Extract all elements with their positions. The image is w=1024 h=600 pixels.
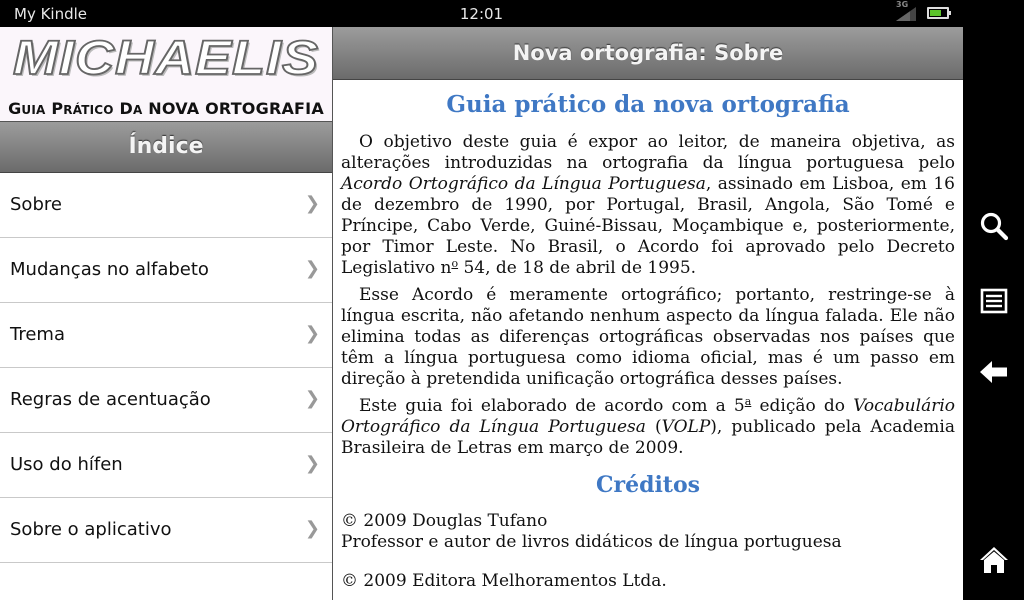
logo [0, 27, 332, 121]
content-header [333, 27, 963, 80]
search-icon[interactable] [978, 210, 1010, 242]
back-icon[interactable] [978, 356, 1010, 388]
chevron-right-icon: ❯ [304, 453, 320, 474]
index-item-uso-do-hifen[interactable] [0, 433, 332, 498]
clock: 12:01 [459, 5, 504, 23]
index-header [0, 121, 332, 173]
index-item-label: Mudanças no alfabeto [10, 259, 209, 280]
index-list [0, 173, 332, 563]
battery-level [930, 10, 941, 16]
credit-author: © 2009 Douglas Tufano [341, 511, 548, 531]
paragraph-sources: Este guia foi elaborado de acordo com a 5$^a$ edição do Vocabulário Ortográfico da Língua Portuguesa (VOLP), publicado pela Academia Brasileira de Letras em março de 2009. [341, 395, 955, 458]
index-item-sobre[interactable] [0, 173, 332, 238]
chevron-right-icon: ❯ [304, 323, 320, 344]
index-item-regras-de-acentuacao[interactable] [0, 368, 332, 433]
index-item-label: Trema [10, 324, 65, 345]
content-header-title: Nova ortografia: Sobre [512, 41, 784, 65]
index-item-label: Uso do hífen [10, 454, 123, 475]
app-title: My Kindle [14, 5, 88, 23]
chevron-right-icon: ❯ [304, 518, 320, 539]
credits-title: Créditos [595, 472, 701, 498]
chevron-right-icon: ❯ [304, 258, 320, 279]
index-item-label: Regras de acentuação [10, 389, 211, 410]
index-item-mudancas-no-alfabeto[interactable] [0, 238, 332, 303]
index-item-trema[interactable] [0, 303, 332, 368]
chevron-right-icon: ❯ [304, 388, 320, 409]
article-title: Guia prático da nova ortografia [446, 91, 850, 118]
index-item-label: Sobre [10, 194, 62, 215]
home-icon[interactable] [978, 544, 1010, 576]
signal-icon [896, 7, 916, 21]
article [341, 90, 955, 592]
network-type: 3G [896, 0, 909, 9]
paragraph-objective: O objetivo deste guia é expor ao leitor, de maneira objetiva, as alterações introduzidas na ortografia da língua portuguesa pelo Acordo Ortográfico da Língua Portuguesa, assinado em Lisboa, em 16 de dezembro de 1990, por Portugal, Brasil, Angola, São Tomé e Príncipe, Cabo Verde, Guiné-Bissau, Moçambique e, posteriormente, por Timor Leste. No Brasil, o Acordo foi aprovado pelo Decreto Legislativo $n^o$ 54, de 18 de abril de 1995. [341, 132, 956, 278]
credit-author-role: Professor e autor de livros didáticos de língua portuguesa [341, 532, 842, 552]
credit-publisher: © 2009 Editora Melhoramentos Ltda. [341, 571, 667, 591]
status-bar [0, 0, 963, 27]
index-item-sobre-o-aplicativo[interactable] [0, 498, 332, 563]
paragraph-scope: Esse Acordo é meramente ortográfico; portanto, restringe-se à língua escrita, não afetando nenhum aspecto da língua falada. Ele não elimina todas as diferenças ortográficas observadas nos países que têm a língua portuguesa como idioma oficial, mas é um passo em direção à pretendida unificação ortográfica desses países. [341, 285, 955, 389]
logo-tagline: GUIA PRÁTICO DA NOVA ORTOGRAFIA [8, 99, 324, 118]
index-item-label: Sobre o aplicativo [10, 519, 172, 540]
content-panel [333, 27, 963, 600]
menu-icon[interactable] [978, 285, 1010, 317]
logo-brand: MICHAELIS [13, 31, 319, 85]
index-panel [0, 27, 332, 600]
chevron-right-icon: ❯ [304, 193, 320, 214]
battery-icon [927, 7, 949, 19]
nav-bar [963, 0, 1024, 600]
index-title: Índice [128, 134, 204, 159]
